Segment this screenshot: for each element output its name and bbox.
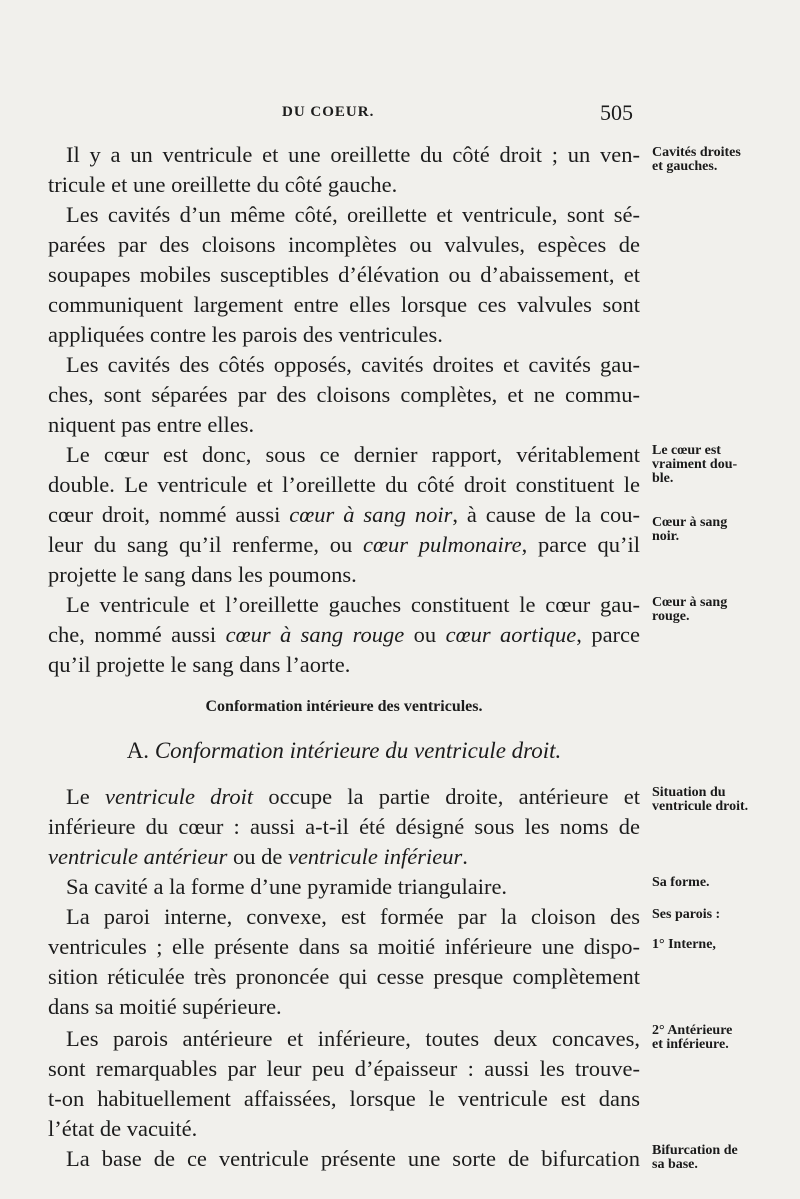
margin-note bbox=[652, 1024, 770, 1052]
text-line: communiquent largement entre elles lorsque ces valvules sont bbox=[48, 292, 640, 317]
text-line: projette le sang dans les poumons. bbox=[48, 562, 357, 587]
margin-note bbox=[652, 876, 770, 890]
italic-phrase: Conformation intérieure du ventricule droit. bbox=[154, 738, 562, 763]
text-run: , à cause de la cou- bbox=[452, 502, 641, 527]
text-line-mixed bbox=[66, 782, 640, 812]
margin-note bbox=[652, 908, 770, 922]
text-line: parées par des cloisons incomplètes ou valvules, espèces de bbox=[48, 232, 640, 257]
text-line: Sa cavité a la forme d’une pyramide triangulaire. bbox=[66, 874, 508, 899]
margin-note-line: et gauches. bbox=[652, 159, 718, 174]
margin-note-line: sa base. bbox=[652, 1157, 698, 1172]
text-line: qu’il projette le sang dans l’aorte. bbox=[48, 652, 351, 677]
text-line-mixed bbox=[48, 842, 640, 872]
text-line-mixed bbox=[48, 530, 640, 560]
text-run: , parce qu’il bbox=[521, 532, 640, 557]
running-head: DU COEUR. bbox=[282, 104, 375, 120]
italic-phrase: cœur à sang rouge bbox=[225, 622, 405, 647]
margin-note-line: Le cœur est bbox=[652, 443, 721, 458]
italic-phrase: cœur à sang noir bbox=[289, 502, 453, 527]
margin-note bbox=[652, 596, 770, 624]
text-line: ventricules ; elle présente dans sa moitié inférieure une dispo- bbox=[48, 934, 640, 959]
subsection-heading: Conformation intérieure des ventricules. bbox=[205, 698, 483, 715]
text-line: dans sa moitié supérieure. bbox=[48, 994, 282, 1019]
italic-phrase: ventricule inférieur bbox=[287, 844, 463, 869]
margin-note-line: noir. bbox=[652, 529, 680, 544]
margin-note-line: et inférieure. bbox=[652, 1037, 729, 1052]
text-run: leur du sang qu’il renferme, ou bbox=[48, 532, 364, 557]
margin-note-line: 2° Antérieure bbox=[652, 1023, 733, 1038]
margin-note bbox=[652, 1144, 770, 1172]
text-line: Les cavités des côtés opposés, cavités droites et cavités gau- bbox=[66, 352, 640, 377]
text-run: occupe la partie droite, antérieure et bbox=[253, 784, 640, 809]
margin-note-line: Cœur à sang bbox=[652, 515, 728, 530]
margin-note-line: ble. bbox=[652, 471, 674, 486]
margin-note-line: Bifurcation de bbox=[652, 1143, 738, 1158]
page-number: 505 bbox=[600, 100, 633, 125]
text-line: ches, sont séparées par des cloisons complètes, et ne commu- bbox=[48, 382, 640, 407]
margin-note-line: Sa forme. bbox=[652, 875, 710, 890]
text-line: appliquées contre les parois des ventricules. bbox=[48, 322, 443, 347]
text-run: che, nommé aussi bbox=[48, 622, 226, 647]
text-run: , parce bbox=[576, 622, 641, 647]
italic-phrase: cœur aortique bbox=[445, 622, 577, 647]
text-line: sition réticulée très prononcée qui cesse presque complètement bbox=[48, 964, 640, 989]
text-line: tricule et une oreillette du côté gauche. bbox=[48, 172, 398, 197]
text-line: double. Le ventricule et l’oreillette du côté droit constituent le bbox=[48, 472, 640, 497]
text-line-mixed bbox=[48, 500, 640, 530]
text-line: niquent pas entre elles. bbox=[48, 412, 255, 437]
margin-note bbox=[652, 786, 770, 814]
text-run: Le bbox=[66, 784, 105, 809]
italic-phrase: cœur pulmonaire bbox=[363, 532, 522, 557]
margin-note-line: Ses parois : bbox=[652, 907, 721, 922]
margin-note-line: Cavités droites bbox=[652, 145, 741, 160]
section-heading bbox=[48, 736, 640, 766]
margin-note bbox=[652, 146, 770, 174]
italic-phrase: ventricule droit bbox=[104, 784, 254, 809]
text-line: La base de ce ventricule présente une sorte de bifurcation bbox=[66, 1146, 640, 1171]
text-line: Il y a un ventricule et une oreillette du côté droit ; un ven- bbox=[66, 142, 640, 167]
text-run: . bbox=[462, 844, 468, 869]
text-line: sont remarquables par leur peu d’épaisseur : aussi les trouve- bbox=[48, 1056, 640, 1081]
text-line: Le cœur est donc, sous ce dernier rapport, véritablement bbox=[66, 442, 640, 467]
text-line: Les cavités d’un même côté, oreillette et ventricule, sont sé- bbox=[66, 202, 640, 227]
text-line: Les parois antérieure et inférieure, toutes deux concaves, bbox=[66, 1026, 640, 1051]
margin-note-line: 1° Interne, bbox=[652, 937, 716, 952]
text-line: l’état de vacuité. bbox=[48, 1116, 198, 1141]
margin-note-line: rouge. bbox=[652, 609, 690, 624]
italic-phrase: ventricule antérieur bbox=[48, 844, 228, 869]
margin-note bbox=[652, 938, 770, 952]
margin-note-line: ventricule droit. bbox=[652, 799, 749, 814]
margin-note bbox=[652, 516, 770, 544]
text-run: cœur droit, nommé aussi bbox=[48, 502, 290, 527]
text-run: A. bbox=[126, 738, 155, 763]
text-line: La paroi interne, convexe, est formée par la cloison des bbox=[66, 904, 640, 929]
text-run: ou de bbox=[227, 844, 288, 869]
margin-note-line: vraiment dou- bbox=[652, 457, 738, 472]
text-line: Le ventricule et l’oreillette gauches constituent le cœur gau- bbox=[66, 592, 640, 617]
margin-note-line: Situation du bbox=[652, 785, 726, 800]
text-line: inférieure du cœur : aussi a-t-il été désigné sous les noms de bbox=[48, 814, 640, 839]
text-line-mixed bbox=[48, 620, 640, 650]
text-line: t-on habituellement affaissées, lorsque le ventricule est dans bbox=[48, 1086, 640, 1111]
margin-note bbox=[652, 444, 770, 486]
text-line: soupapes mobiles susceptibles d’élévation ou d’abaissement, et bbox=[48, 262, 640, 287]
text-run: ou bbox=[404, 622, 446, 647]
margin-note-line: Cœur à sang bbox=[652, 595, 728, 610]
